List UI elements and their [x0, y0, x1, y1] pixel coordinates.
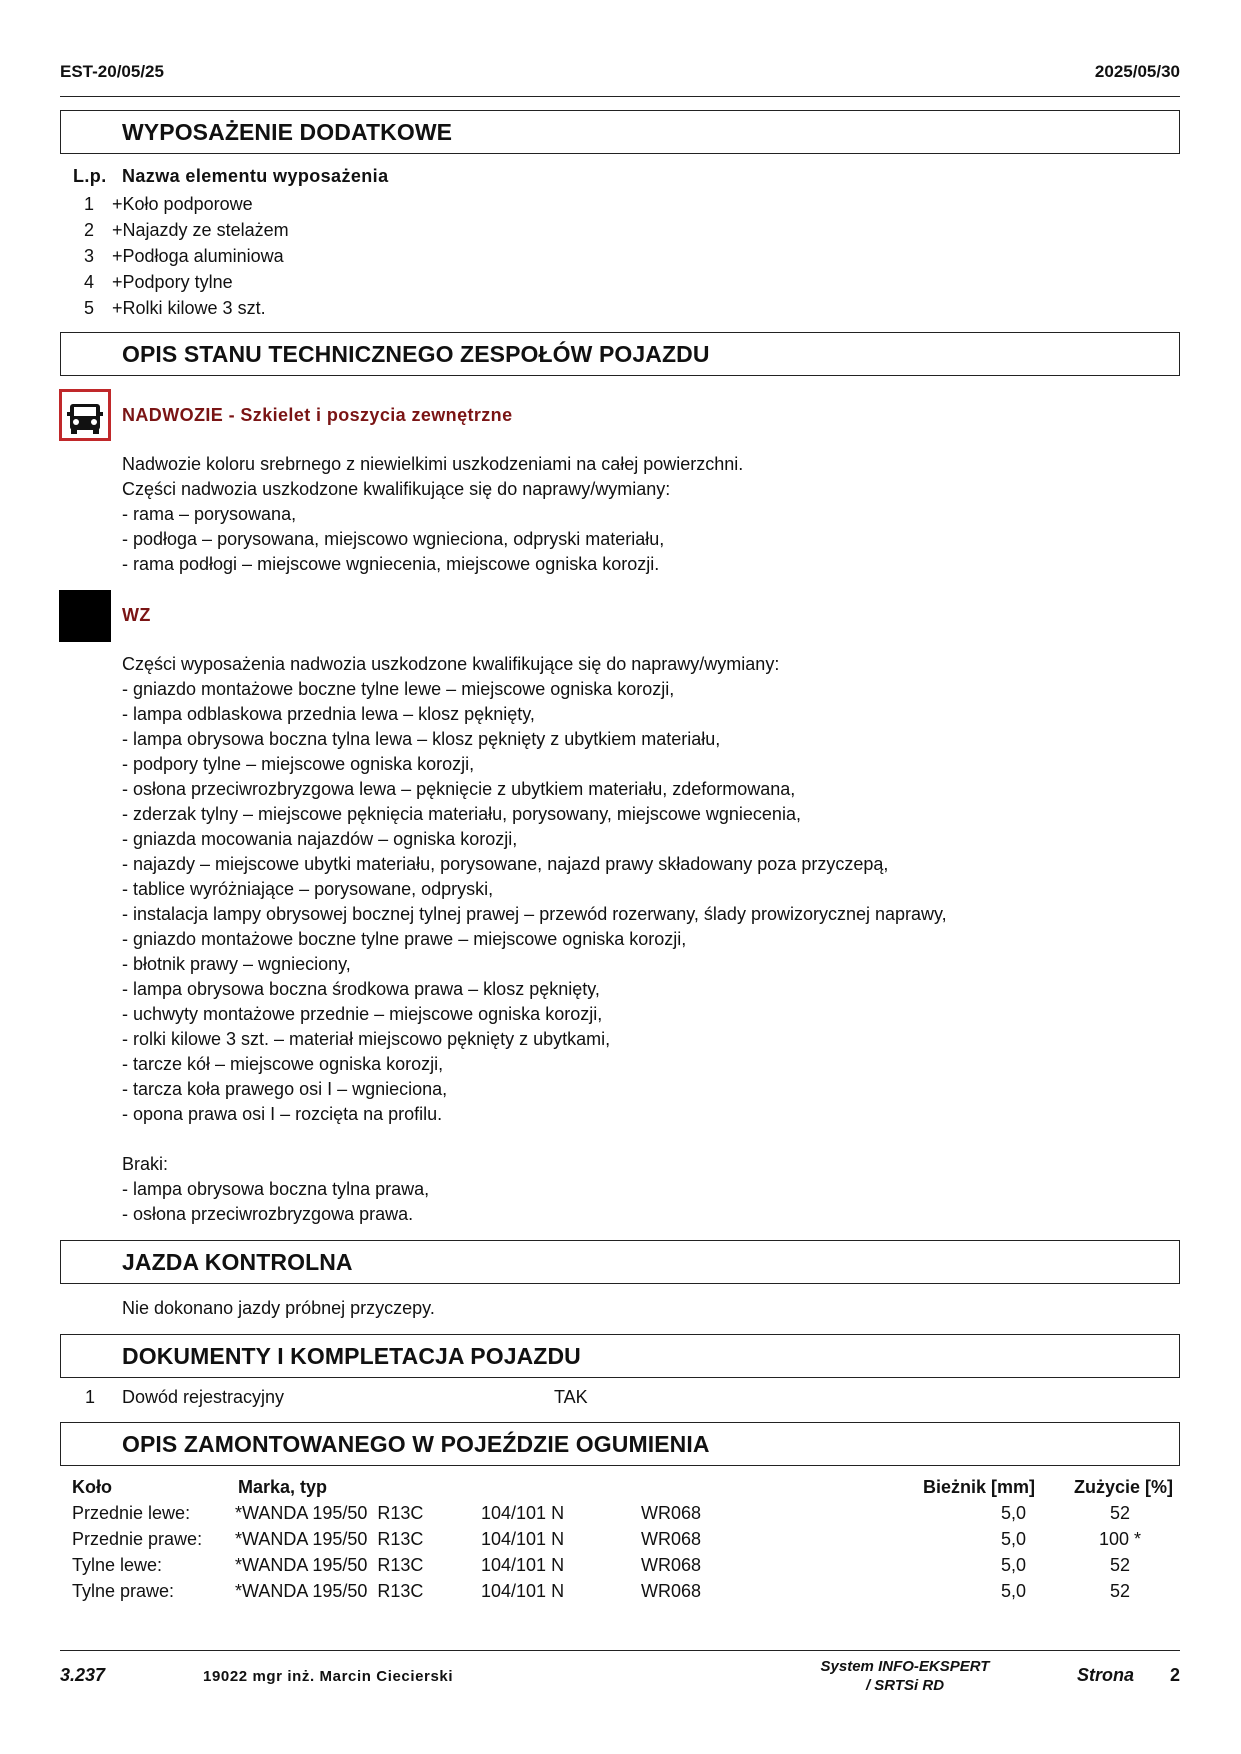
tyre-tread: 5,0 — [1000, 1529, 1026, 1549]
document-date: 2025/05/30 — [1094, 62, 1180, 81]
col-marka: Marka, typ — [238, 1477, 328, 1497]
tyre-tread: 5,0 — [1000, 1555, 1026, 1575]
col-zuzycie: Zużycie [%] — [1074, 1477, 1174, 1497]
section-title: OPIS ZAMONTOWANEGO W POJEŹDZIE OGUMIENIA — [122, 1431, 710, 1457]
footer-version: 3.237 — [60, 1665, 106, 1685]
footer-divider — [60, 1650, 1180, 1651]
tyre-index: 104/101 N — [481, 1529, 565, 1549]
car-body-icon — [59, 389, 111, 441]
list-item: 3 +Podłoga aluminiowa — [83, 246, 284, 266]
table-row: Tylne lewe: — [72, 1555, 163, 1575]
tyre-model: WR068 — [641, 1529, 702, 1549]
col-kolo: Koło — [72, 1477, 112, 1497]
jazda-text: Nie dokonano jazdy próbnej przyczepy. — [122, 1298, 435, 1318]
braki-list: Braki: - lampa obrysowa boczna tylna prawa, - osłona przeciwrozbryzgowa prawa. — [122, 1154, 430, 1224]
footer-page-label: Strona — [1077, 1665, 1135, 1685]
tyre-tread: 5,0 — [1000, 1581, 1026, 1601]
section-title: OPIS STANU TECHNICZNEGO ZESPOŁÓW POJAZDU — [122, 341, 710, 367]
section-title: WYPOSAŻENIE DODATKOWE — [122, 119, 453, 145]
tyre-model: WR068 — [641, 1581, 702, 1601]
footer-author: 19022 mgr inż. Marcin Ciecierski — [203, 1668, 454, 1685]
list-item: 1 +Koło podporowe — [83, 194, 253, 214]
tyre-brand: *WANDA 195/50 R13C — [235, 1503, 424, 1523]
section-wyposazenie — [60, 110, 1180, 154]
footer-system: System INFO-EKSPERT / SRTSi RD — [820, 1658, 990, 1694]
tyre-wear: 52 — [1109, 1581, 1131, 1601]
header-divider — [60, 96, 1180, 97]
col-bieznik: Bieżnik [mm] — [923, 1477, 1036, 1497]
section-title: JAZDA KONTROLNA — [122, 1249, 353, 1275]
table-row: Przednie prawe: — [72, 1529, 203, 1549]
section-dokumenty — [60, 1334, 1180, 1378]
tyre-wear: 100 * — [1098, 1529, 1142, 1549]
tyre-index: 104/101 N — [481, 1555, 565, 1575]
tyre-model: WR068 — [641, 1503, 702, 1523]
document-name: Dowód rejestracyjny — [122, 1387, 285, 1407]
document-id: EST-20/05/25 — [60, 62, 164, 81]
document-number: 1 — [85, 1387, 96, 1407]
list-item: 5 +Rolki kilowe 3 szt. — [83, 298, 266, 318]
tyre-wear: 52 — [1109, 1555, 1131, 1575]
document-value: TAK — [554, 1387, 588, 1407]
table-row: Tylne prawe: — [72, 1581, 175, 1601]
tyre-wear: 52 — [1109, 1503, 1131, 1523]
section-jazda — [60, 1240, 1180, 1284]
list-item: 2 +Najazdy ze stelażem — [83, 220, 289, 240]
list-item: 4 +Podpory tylne — [83, 272, 233, 292]
column-lp: L.p. — [73, 166, 107, 186]
section-opis-stanu — [60, 332, 1180, 376]
section-ogumienie — [60, 1422, 1180, 1466]
table-row: Przednie lewe: — [72, 1503, 191, 1523]
tyre-model: WR068 — [641, 1555, 702, 1575]
tyre-brand: *WANDA 195/50 R13C — [235, 1529, 424, 1549]
nadwozie-description: Nadwozie koloru srebrnego z niewielkimi uszkodzeniami na całej powierzchni. Części nadwozia uszkodzone kwalifikujące się do naprawy/wymiany: - rama – porysowana, - podłoga – porysowana, miejscowo wgnieciona, odpryski materiału, - rama podłogi – miejscowe wgniecenia, miejscowe ogniska korozji. — [122, 454, 744, 574]
tyre-index: 104/101 N — [481, 1503, 565, 1523]
tyre-tread: 5,0 — [1000, 1503, 1026, 1523]
tyre-index: 104/101 N — [481, 1581, 565, 1601]
tyre-brand: *WANDA 195/50 R13C — [235, 1581, 424, 1601]
nadwozie-heading: NADWOZIE - Szkielet i poszycia zewnętrzne — [122, 405, 513, 425]
wz-heading: WZ — [122, 605, 151, 625]
tyre-brand: *WANDA 195/50 R13C — [235, 1555, 424, 1575]
section-title: DOKUMENTY I KOMPLETACJA POJAZDU — [122, 1343, 581, 1369]
column-name: Nazwa elementu wyposażenia — [122, 166, 389, 186]
footer-page-number: 2 — [1170, 1665, 1181, 1685]
wz-icon — [59, 590, 111, 642]
wz-description: Części wyposażenia nadwozia uszkodzone kwalifikujące się do naprawy/wymiany: - gniazdo montażowe boczne tylne lewe – miejscowe ogniska korozji, - lampa odblaskowa przednia lewa – klosz pęknięty, - lampa obrysowa boczna tylna lewa – klosz pęknięty z ubytkiem materiału, - podpory tylne – miejscowe ogniska korozji, - osłona przeciwrozbryzgowa lewa – pęknięcie z ubytkiem materiału, zdeformowana, - zderzak tylny – miejscowe pęknięcia materiału, porysowany, miejscowe wgniecenia, - gniazda mocowania najazdów – ogniska korozji, - najazdy – miejscowe ubytki materiału, porysowane, najazd prawy składowany poza przyczepą, - tablice wyróżniające – porysowane, odpryski, - instalacja lampy obrysowej bocznej tylnej prawej – przewód rozerwany, ślady prowizorycznej naprawy, - gniazdo montażowe boczne tylne prawe – miejscowe ogniska korozji, - błotnik prawy – wgnieciony, - lampa obrysowa boczna środkowa prawa – klosz pęknięty, - uchwyty montażowe przednie – miejscowe ogniska korozji, - rolki kilowe 3 szt. – materiał miejscowo pęknięty z ubytkami, - tarcze kół – miejscowe ogniska korozji, - tarcza koła prawego osi I – wgnieciona, - opona prawa osi I – rozcięta na profilu. — [122, 654, 947, 1124]
